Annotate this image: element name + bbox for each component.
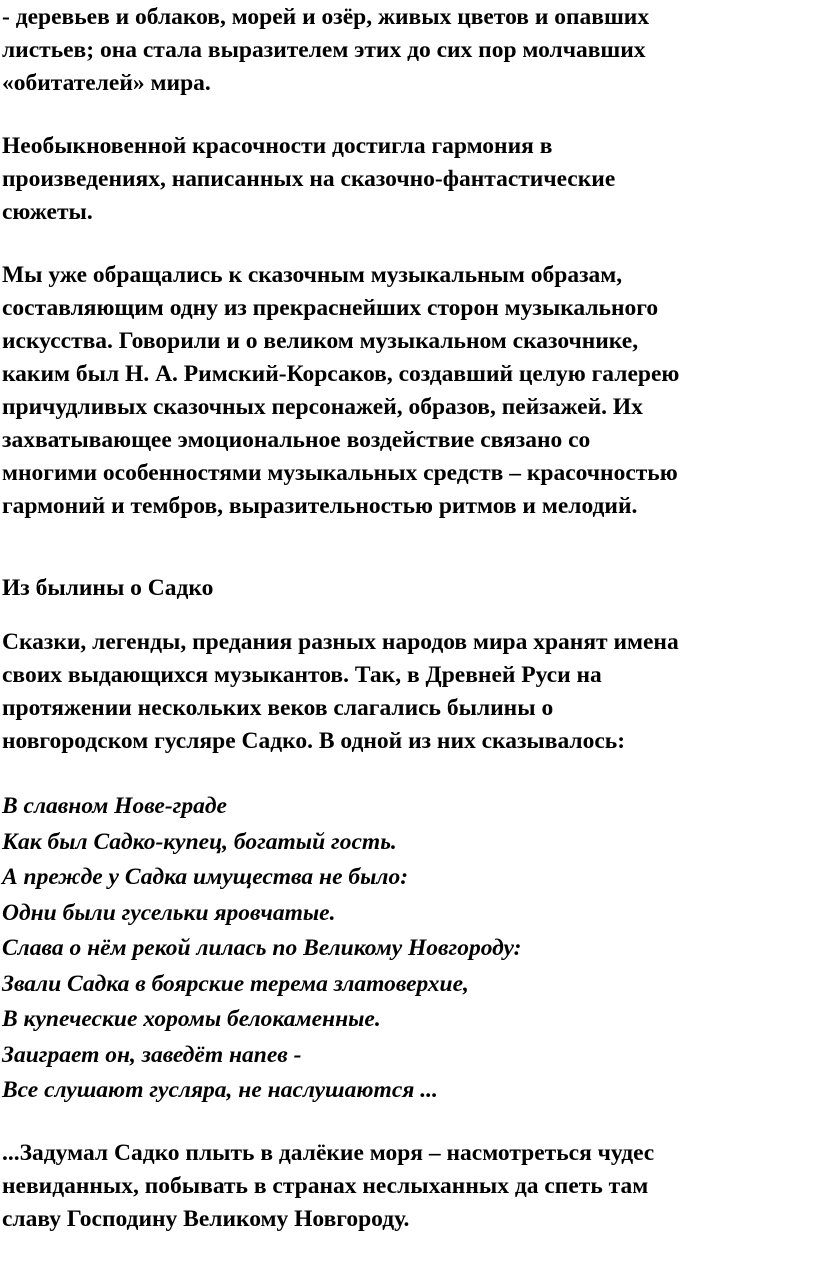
text-line: ...Задумал Садко плыть в далёкие моря – насмотреться чудес — [2, 1140, 655, 1166]
text-line: составляющим одну из прекраснейших сторон музыкального — [2, 295, 659, 321]
section-heading — [2, 572, 213, 605]
text-line: листьев; она стала выразителем этих до сих пор молчавших — [2, 37, 646, 63]
paragraph-sadko-intro — [2, 626, 679, 758]
paragraph-rimsky-korsakov — [2, 259, 679, 523]
text-line: своих выдающихся музыкантов. Так, в Древней Руси на — [2, 662, 602, 688]
poem-line: Заиграет он, заведёт напев - — [2, 1041, 302, 1068]
poem-line: В славном Нове-граде — [2, 793, 227, 819]
text-line: Сказки, легенды, предания разных народов мира хранят имена — [2, 629, 679, 655]
text-line: сюжеты. — [2, 199, 93, 225]
poem-line: Звали Садка в боярские терема златоверхие, — [2, 970, 469, 997]
section-heading-text: Из былины о Садко — [2, 575, 214, 601]
poem-line: А прежде у Садка имущества не было: — [2, 864, 409, 890]
text-line: протяжении нескольких веков слагались былины о — [2, 695, 554, 721]
poem-line: Все слушают гусляра, не наслушаются ... — [2, 1077, 438, 1103]
paragraph-harmony — [2, 130, 615, 229]
paragraph-sadko-voyage — [2, 1137, 654, 1236]
text-line: искусства. Говорили и о великом музыкальном сказочнике, — [2, 328, 639, 354]
text-line: - деревьев и облаков, морей и озёр, живых цветов и опавших — [2, 4, 650, 30]
text-line: причудливых сказочных персонажей, образов, пейзажей. Их — [2, 394, 643, 420]
text-line: произведениях, написанных на сказочно-фантастические — [2, 166, 616, 192]
text-line: новгородском гусляре Садко. В одной из них сказывалось: — [2, 728, 626, 754]
text-line: Мы уже обращались к сказочным музыкальным образам, — [2, 262, 623, 288]
text-line: славу Господину Великому Новгороду. — [2, 1206, 410, 1232]
text-line: Необыкновенной красочности достигла гармония в — [2, 133, 553, 159]
poem-line: Одни были гусельки яровчатые. — [2, 899, 336, 926]
text-line: каким был Н. А. Римский-Корсаков, создавший целую галерею — [2, 361, 680, 387]
text-line: невиданных, побывать в странах неслыханных да спеть там — [2, 1173, 649, 1199]
text-line: гармоний и тембров, выразительностью ритмов и мелодий. — [2, 493, 638, 519]
text-line: захватывающее эмоциональное воздействие связано со — [2, 427, 591, 453]
text-line: многими особенностями музыкальных средств – красочностью — [2, 460, 678, 486]
poem-quote — [2, 789, 521, 1109]
poem-line: Как был Садко-купец, богатый гость. — [2, 828, 397, 855]
paragraph-intro-continuation — [2, 1, 649, 100]
text-line: «обитателей» мира. — [2, 70, 211, 96]
poem-line: В купеческие хоромы белокаменные. — [2, 1006, 381, 1032]
poem-line: Слава о нём рекой лилась по Великому Новгороду: — [2, 935, 522, 961]
